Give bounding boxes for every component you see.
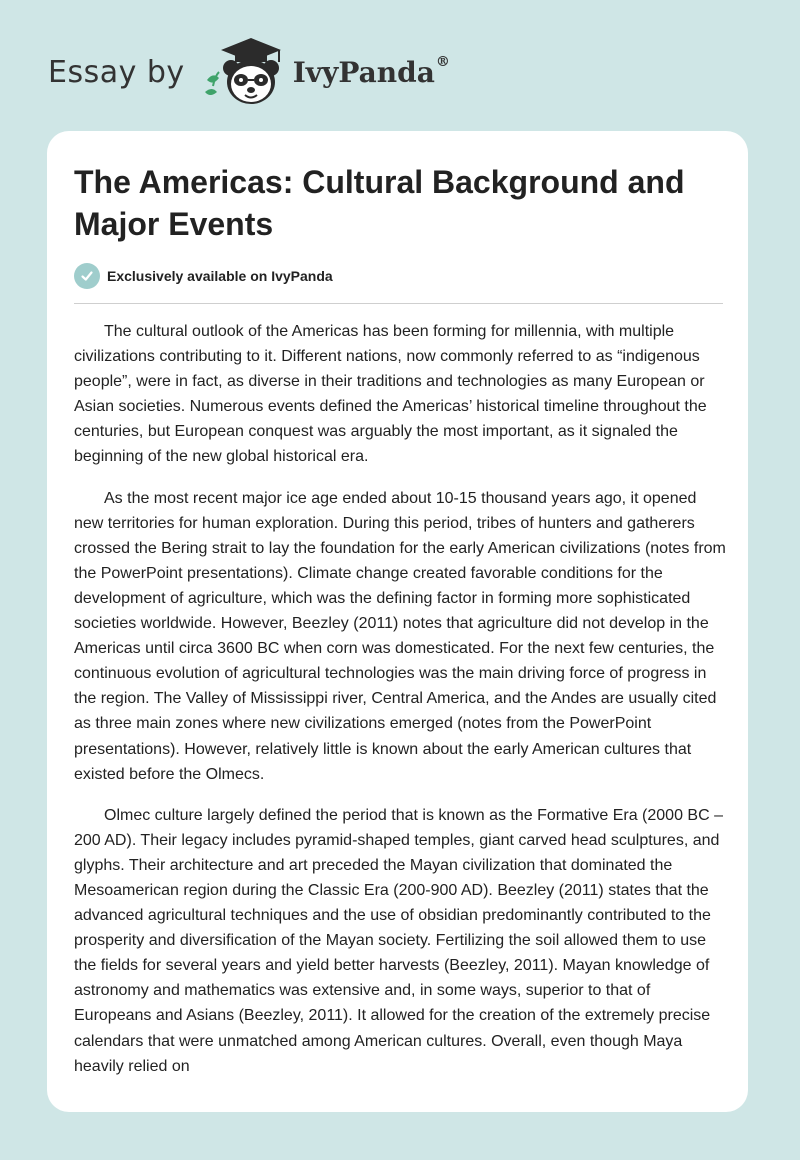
brand-name[interactable] xyxy=(292,53,450,89)
exclusive-label: Exclusively available on IvyPanda xyxy=(107,268,333,284)
checkmark-icon xyxy=(74,263,100,289)
exclusive-badge xyxy=(74,262,333,290)
site-header xyxy=(48,36,450,108)
ivypanda-logo-icon[interactable] xyxy=(199,36,285,108)
essay-by-label: Essay by xyxy=(48,54,185,90)
registered-mark: ® xyxy=(435,53,450,70)
paragraph: As the most recent major ice age ended about 10-15 thousand years ago, it opened new territories for human exploration. During this period, tribes of hunters and gatherers crossed the Bering strait to lay the foundation for the early American civilizations (notes from the PowerPoint presentations). Climate change created favorable conditions for the development of agriculture, which was the defining factor in forming more sophisticated societies worldwide. However, Beezley (2011) notes that agriculture did not develop in the Americas until circa 3600 BC when corn was domesticated. For the next few centuries, the continuous evolution of agricultural technologies was the main driving force of progress in the region. The Valley of Mississippi river, Central America, and the Andes are usually cited as three main zones where new civilizations emerged (notes from the PowerPoint presentations). However, relatively little is known about the early American cultures that existed before the Olmecs. xyxy=(74,489,726,783)
paragraph: Olmec culture largely defined the period that is known as the Formative Era (2000 BC – 200 AD). Their legacy includes pyramid-shaped temples, giant carved head sculptures, and glyphs. Their architecture and art preceded the Mayan civilization that dominated the Mesoamerican region during the Classic Era (200-900 AD). Beezley (2011) states that the advanced agricultural techniques and the use of obsidian predominantly contributed to the prosperity and diversification of the Mayan society. Fertilizing the soil allowed them to use the fields for several years and yield better harvests (Beezley, 2011). Mayan knowledge of astronomy and mathematics was extensive and, in some ways, superior to that of Europeans and Asians (Beezley, 2011). It allowed for the creation of the extremely precise calendars that were unmatched among American cultures. Overall, even though Maya heavily relied on xyxy=(74,806,723,1075)
essay-body xyxy=(74,319,726,1095)
essay-card xyxy=(47,131,748,1112)
brand-text: IvyPanda xyxy=(292,55,435,89)
divider xyxy=(74,303,723,304)
page-title: The Americas: Cultural Background and Major Events xyxy=(74,164,685,242)
paragraph: The cultural outlook of the Americas has been forming for millennia, with multiple civilizations contributing to it. Different nations, now commonly referred to as “indigenous people”, were in fact, as diverse in their traditions and technologies as many European or Asian societies. Numerous events defined the Americas’ historical timeline throughout the centuries, but European conquest was arguably the most important, as it signaled the beginning of the new global historical era. xyxy=(74,323,707,466)
